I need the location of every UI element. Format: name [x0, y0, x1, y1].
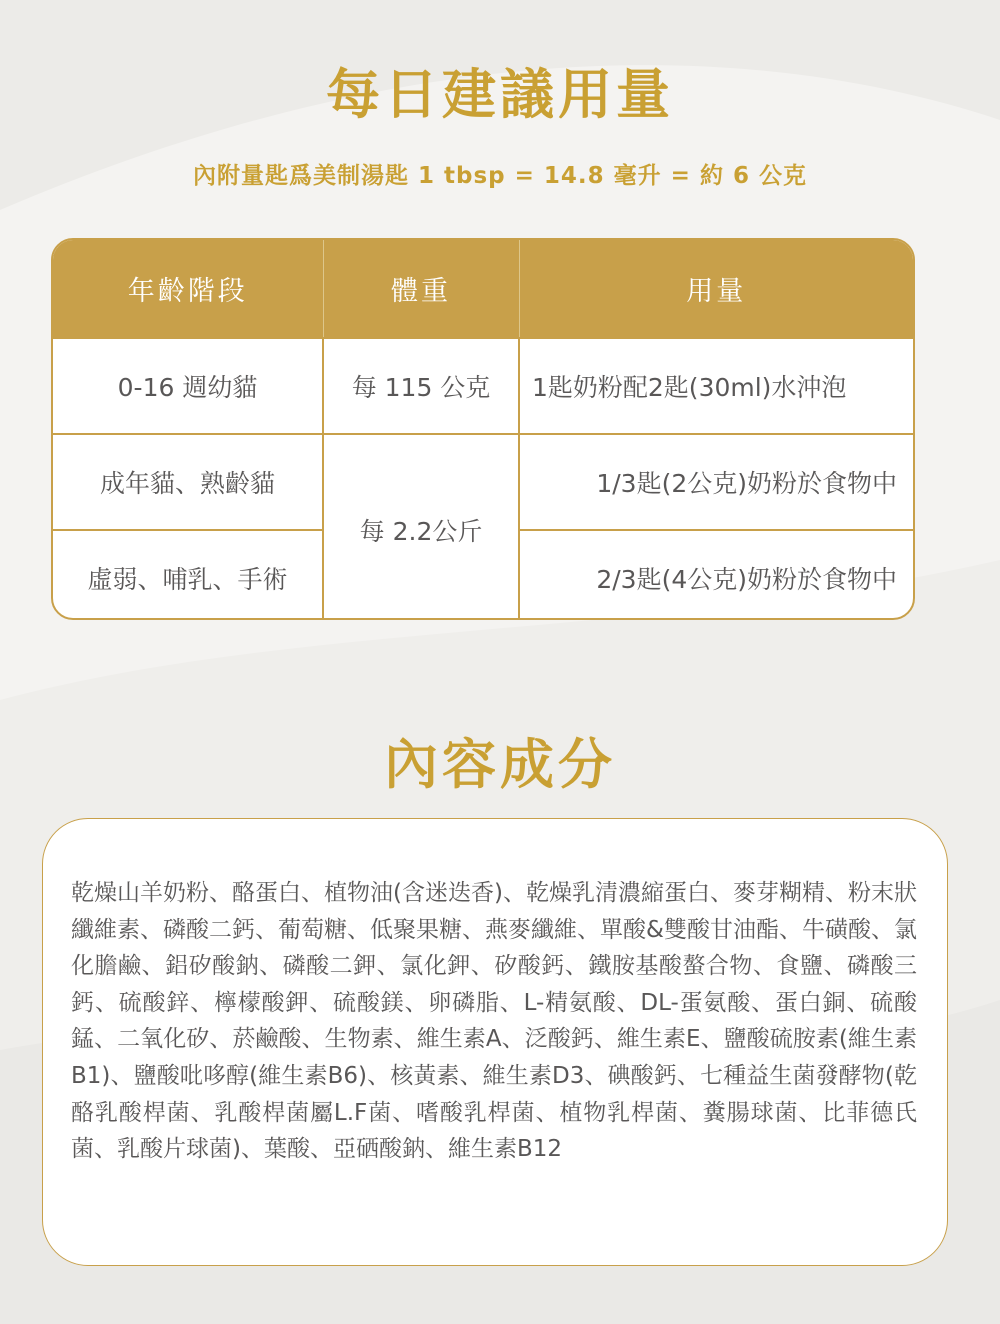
ingredients-panel — [42, 818, 948, 1266]
cell-amount: 2/3匙(4公克)奶粉於食物中 — [519, 530, 913, 620]
cell-weight: 每 2.2公斤 — [323, 434, 519, 620]
table-header-row — [53, 240, 913, 338]
cell-stage: 成年貓、熟齡貓 — [53, 434, 323, 530]
table-row — [53, 434, 913, 530]
header-amount: 用量 — [519, 240, 913, 338]
header-weight: 體重 — [323, 240, 519, 338]
table-row — [53, 338, 913, 434]
cell-weight: 每 115 公克 — [323, 338, 519, 434]
ingredients-title: 內容成分 — [384, 733, 616, 796]
page-title: 每日建議用量 — [326, 63, 674, 126]
cell-stage: 虛弱、哺乳、手術 — [53, 530, 323, 620]
header-age-stage: 年齡階段 — [53, 240, 323, 338]
daily-dosage-table — [51, 238, 915, 620]
cell-amount: 1/3匙(2公克)奶粉於食物中 — [519, 434, 913, 530]
ingredients-text: 乾燥山羊奶粉、酪蛋白、植物油(含迷迭香)、乾燥乳清濃縮蛋白、麥芽糊精、粉末狀纖維素、磷酸二鈣、葡萄糖、低聚果糖、燕麥纖維、單酸&雙酸甘油酯、牛磺酸、氯化膽鹼、鋁矽酸鈉、磷酸二鉀、氯化鉀、矽酸鈣、鐵胺基酸螯合物、食鹽、磷酸三鈣、硫酸鋅、檸檬酸鉀、硫酸鎂、卵磷脂、L-精氨酸、DL-蛋氨酸、蛋白銅、硫酸錳、二氧化矽、菸鹼酸、生物素、維生素A、泛酸鈣、維生素E、鹽酸硫胺素(維生素B1)、鹽酸吡哆醇(維生素B6)、核黃素、維生素D3、碘酸鈣、七種益生菌發酵物(乾酪乳酸桿菌、乳酸桿菌屬L.F菌、嗜酸乳桿菌、植物乳桿菌、糞腸球菌、比菲德氏菌、乳酸片球菌)、葉酸、亞硒酸鈉、維生素B12 — [71, 880, 917, 1163]
cell-amount: 1匙奶粉配2匙(30ml)水沖泡 — [519, 338, 913, 434]
measuring-spoon-note: 內附量匙爲美制湯匙 1 tbsp = 14.8 毫升 = 約 6 公克 — [193, 163, 807, 189]
cell-stage: 0-16 週幼貓 — [53, 338, 323, 434]
